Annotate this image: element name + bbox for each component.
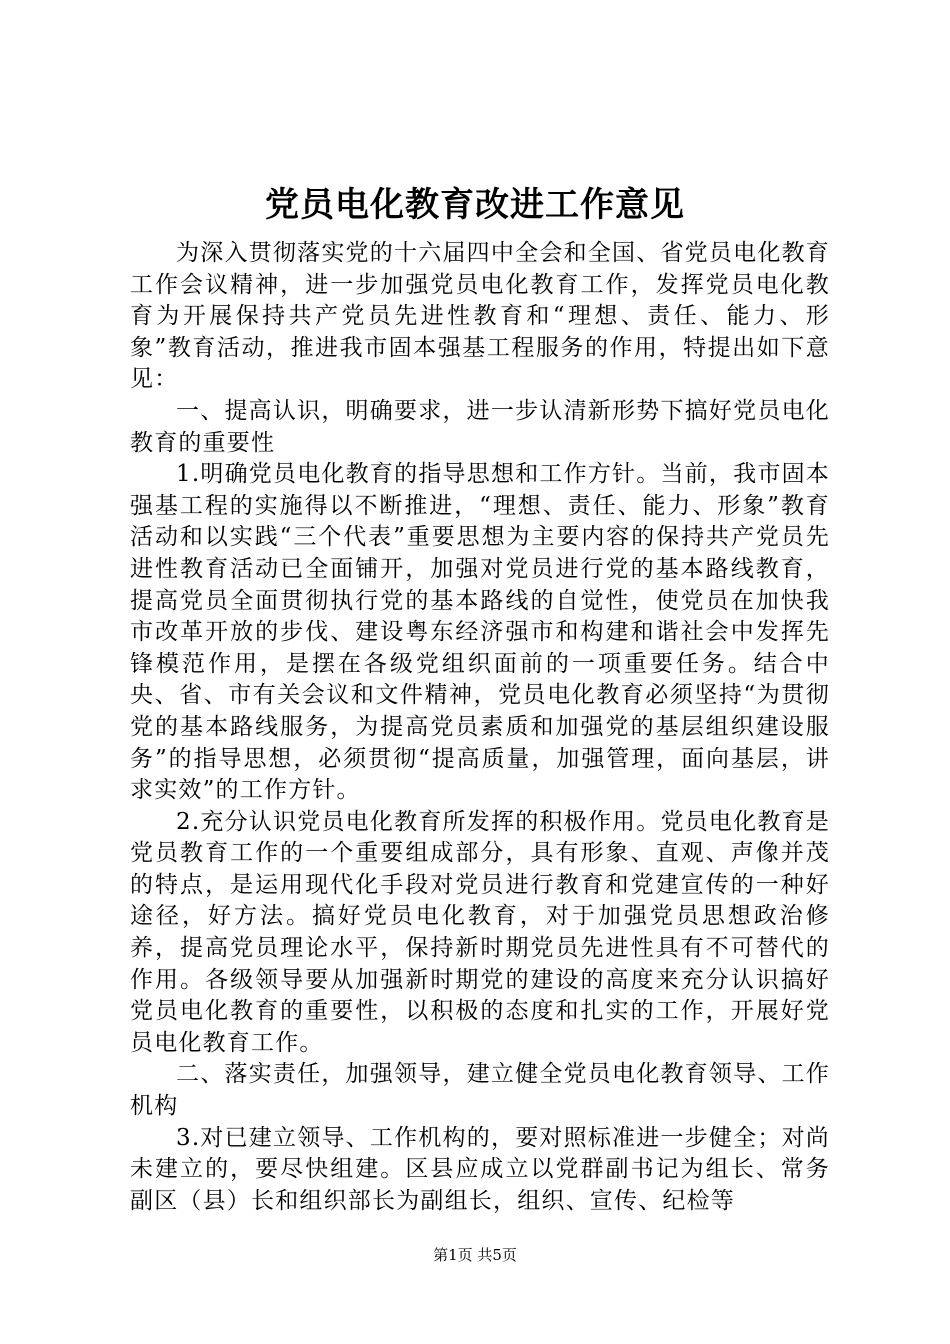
paragraph-item-1: 1.明确党员电化教育的指导思想和工作方针。当前，我市固本强基工程的实施得以不断推进，“理想、责任、能力、形象”教育活动和以实践“三个代表”重要思想为主要内容的保持共产党员先进性教育活动已全面铺开，加强对党员进行党的基本路线教育，提高党员全面贯彻执行党的基本路线的自觉性，使党员在加快我市改革开放的步伐、建设粤东经济强市和构建和谐社会中发挥先锋模范作用，是摆在各级党组织面前的一项重要任务。结合中央、省、市有关会议和文件精神，党员电化教育必须坚持“为贯彻党的基本路线服务，为提高党员素质和加强党的基层组织建设服务”的指导思想，必须贯彻“提高质量，加强管理，面向基层，讲求实效”的工作方针。 bbox=[130, 461, 830, 804]
paragraph-item-3: 3.对已建立领导、工作机构的，要对照标准进一步健全；对尚未建立的，要尽快组建。区县应成立以党群副书记为组长、常务副区（县）长和组织部长为副组长，组织、宣传、纪检等 bbox=[130, 1124, 830, 1214]
paragraph-section-2-heading: 二、落实责任，加强领导，建立健全党员电化教育领导、工作机构 bbox=[130, 1061, 830, 1120]
paragraph-item-2: 2.充分认识党员电化教育所发挥的积极作用。党员电化教育是党员教育工作的一个重要组成部分，具有形象、直观、声像并茂的特点，是运用现代化手段对党员进行教育和党建宣传的一种好途径，好方法。搞好党员电化教育，对于加强党员思想政治修养，提高党员理论水平，保持新时期党员先进性具有不可替代的作用。各级领导要从加强新时期党的建设的高度来充分认识搞好党员电化教育的重要性，以积极的态度和扎实的工作，开展好党员电化教育工作。 bbox=[130, 808, 830, 1056]
paragraph-section-1-heading: 一、提高认识，明确要求，进一步认清新形势下搞好党员电化教育的重要性 bbox=[130, 397, 830, 456]
document-title: 党员电化教育改进工作意见 bbox=[265, 185, 685, 225]
page-number-footer: 第1页 共5页 bbox=[433, 1246, 517, 1264]
document-body bbox=[130, 238, 830, 1217]
paragraph-intro: 为深入贯彻落实党的十六届四中全会和全国、省党员电化教育工作会议精神，进一步加强党员电化教育工作，发挥党员电化教育为开展保持共产党员先进性教育和“理想、责任、能力、形象”教育活动，推进我市固本强基工程服务的作用，特提出如下意见： bbox=[130, 240, 830, 393]
